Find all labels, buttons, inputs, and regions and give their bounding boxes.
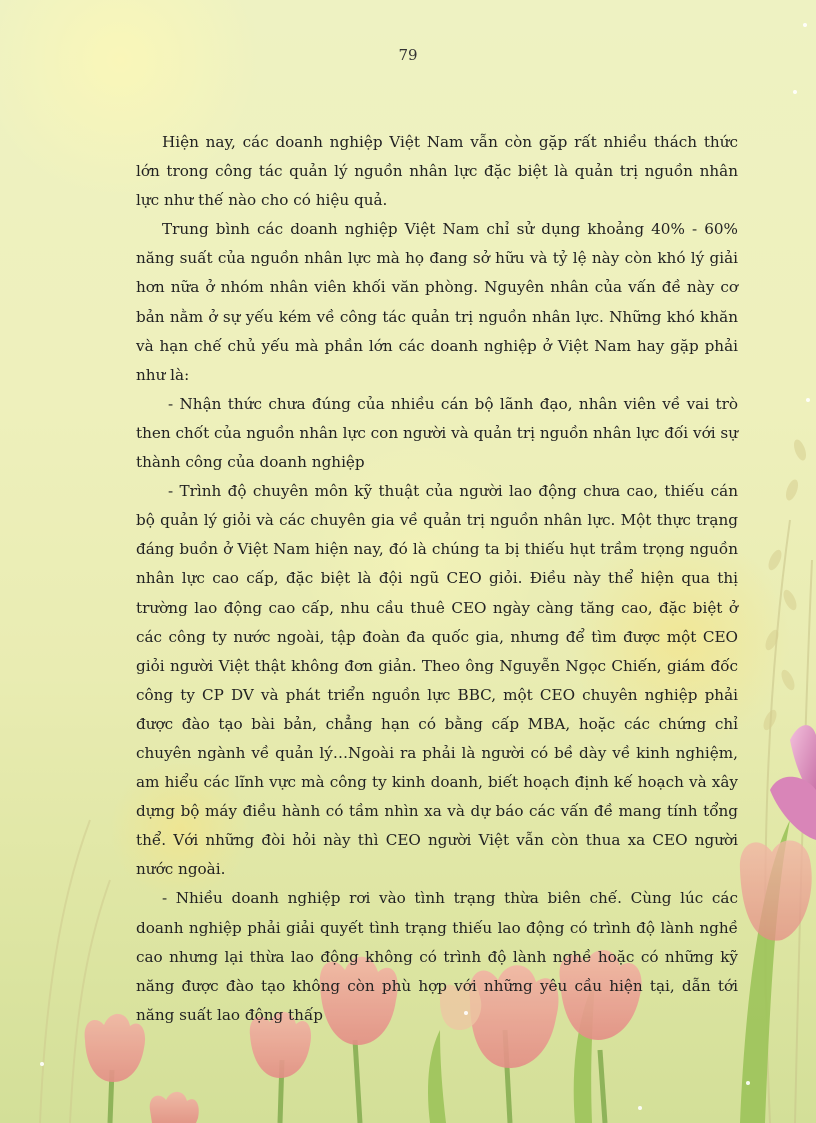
document-body	[136, 128, 738, 1030]
bullet-awareness: - Nhận thức chưa đúng của nhiều cán bộ lãnh đạo, nhân viên về vai trò then chốt của nguồn nhân lực con người và quản trị nguồn nhân lực đối với sự thành công của doanh nghiệp	[136, 394, 738, 472]
paragraph-productivity: Trung bình các doanh nghiệp Việt Nam chỉ sử dụng khoảng 40% - 60% năng suất của nguồn nhân lực mà họ đang sở hữu và tỷ lệ này còn khó lý giải hơn nữa ở nhóm nhân viên khối văn phòng. Nguyên nhân của vấn đề này cơ bản nằm ở sự yếu kém về công tác quản trị nguồn nhân lực. Những khó khăn và hạn chế chủ yếu mà phần lớn các doanh nghiệp ở Việt Nam hay gặp phải như là:	[136, 220, 738, 384]
bullet-qualification: - Trình độ chuyên môn kỹ thuật của người lao động chưa cao, thiếu cán bộ quản lý giỏi và các chuyên gia về quản trị nguồn nhân lực. Một thực trạng đáng buồn ở Việt Nam hiện nay, đó là chúng ta bị thiếu hụt trầm trọng nguồn nhân lực cao cấp, đặc biệt là đội ngũ CEO giỏi. Điều này thể hiện qua thị trường lao động cao cấp, nhu cầu thuê CEO ngày càng tăng cao, đặc biệt ở các công ty nước ngoài, tập đoàn đa quốc gia, nhưng để tìm được một CEO giỏi người Việt thật không đơn giản. Theo ông Nguyễn Ngọc Chiến, giám đốc công ty CP DV và phát triển nguồn lực BBC, một CEO chuyên nghiệp phải được đào tạo bài bản, chẳng hạn có bằng cấp MBA, hoặc các chứng chỉ chuyên ngành về quản lý…Ngoài ra phải là người có bề dày về kinh nghiệm, am hiểu các lĩnh vực mà công ty kinh doanh, biết hoạch định kế hoạch và xây dựng bộ máy điều hành có tầm nhìn xa và dự báo các vấn đề mang tính tổng thể. Với những đòi hỏi này thì CEO người Việt vẫn còn thua xa CEO người nước ngoài.	[136, 482, 738, 879]
bullet-overstaffing: - Nhiều doanh nghiệp rơi vào tình trạng thừa biên chế. Cùng lúc các doanh nghiệp phải giải quyết tình trạng thiếu lao động có trình độ lành nghề cao nhưng lại thừa lao động không có trình độ lành nghề hoặc có những kỹ năng được đào tạo không còn phù hợp với những yêu cầu hiện tại, dẫn tới năng suất lao động thấp	[136, 889, 738, 1024]
paragraph-intro: Hiện nay, các doanh nghiệp Việt Nam vẫn còn gặp rất nhiều thách thức lớn trong công tác quản lý nguồn nhân lực đặc biệt là quản trị nguồn nhân lực như thế nào cho có hiệu quả.	[136, 133, 738, 210]
page-number: 79	[398, 46, 418, 64]
